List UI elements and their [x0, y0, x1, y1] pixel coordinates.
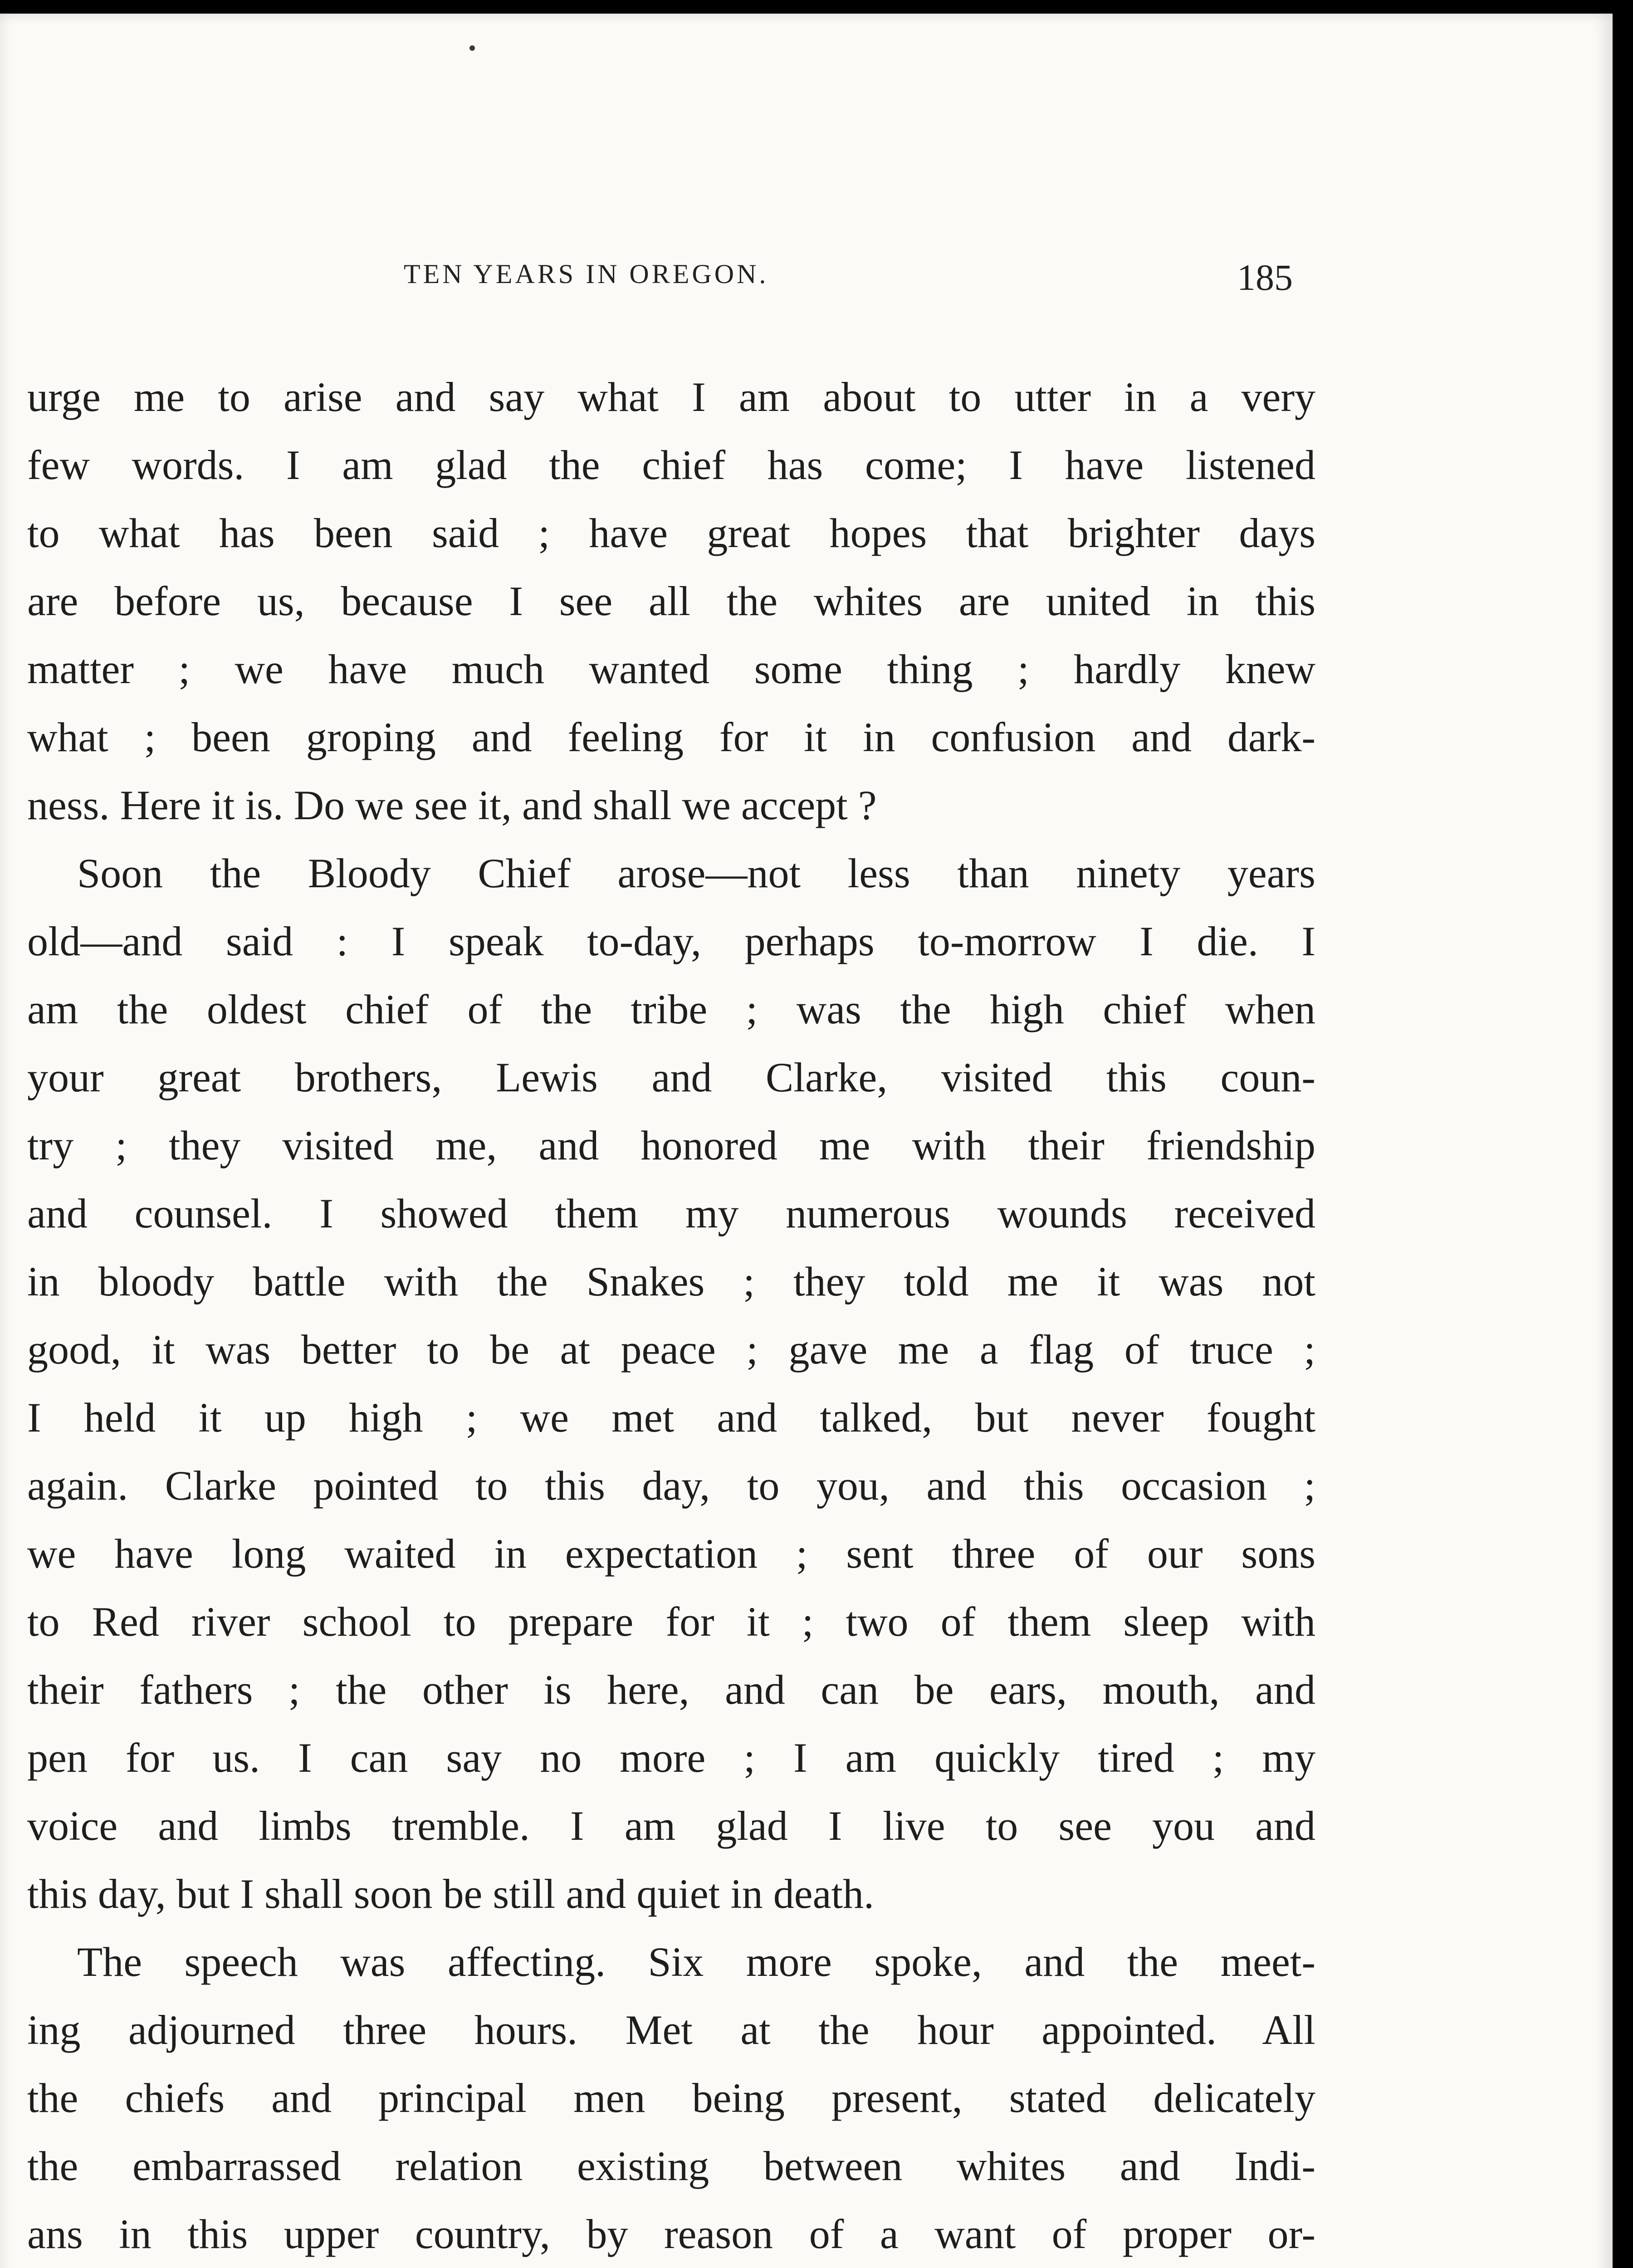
text-line: in bloody battle with the Snakes ; they told me it was not	[27, 1258, 1315, 1305]
running-head: TEN YEARS IN OREGON.	[404, 259, 769, 289]
text-line: the chiefs and principal men being present, stated delicately	[27, 2075, 1315, 2121]
text-line: the embarrassed relation existing between whites and Indi-	[27, 2143, 1315, 2189]
text-line: are before us, because I see all the whites are united in this	[27, 578, 1315, 624]
text-line: The speech was affecting. Six more spoke, and the meet-	[77, 1939, 1315, 1985]
text-line: your great brothers, Lewis and Clarke, visited this coun-	[27, 1054, 1315, 1100]
page-number: 185	[1237, 257, 1293, 298]
text-line: I held it up high ; we met and talked, but never fought	[27, 1394, 1315, 1441]
text-line: again. Clarke pointed to this day, to you, and this occasion ;	[27, 1462, 1315, 1509]
text-line: and counsel. I showed them my numerous wounds received	[27, 1190, 1315, 1237]
paragraph-3	[27, 1928, 1315, 2268]
text-line: old—and said : I speak to-day, perhaps to-morrow I die. I	[27, 918, 1315, 964]
ink-speck	[469, 45, 475, 51]
text-line: ans in this upper country, by reason of a want of proper or-	[27, 2211, 1315, 2257]
text-line: voice and limbs tremble. I am glad I live to see you and	[27, 1803, 1315, 1849]
text-line: ing adjourned three hours. Met at the hour appointed. All	[27, 2007, 1315, 2053]
text-line: matter ; we have much wanted some thing ; hardly knew	[27, 646, 1315, 692]
text-line: we have long waited in expectation ; sent three of our sons	[27, 1530, 1315, 1577]
text-line: what ; been groping and feeling for it in confusion and dark-	[27, 714, 1315, 760]
book-page	[0, 14, 1613, 2268]
text-line: good, it was better to be at peace ; gave me a flag of truce ;	[27, 1326, 1315, 1373]
paragraph-1	[27, 363, 1315, 839]
text-line: ness. Here it is. Do we see it, and shall we accept ?	[27, 782, 877, 828]
paragraph-2	[27, 839, 1315, 1928]
text-line: pen for us. I can say no more ; I am quickly tired ; my	[27, 1735, 1315, 1781]
text-line: to what has been said ; have great hopes that brighter days	[27, 510, 1315, 556]
text-line: this day, but I shall soon be still and quiet in death.	[27, 1871, 874, 1917]
text-line: Soon the Bloody Chief arose—not less than ninety years	[77, 850, 1315, 896]
text-line: urge me to arise and say what I am about to utter in a very	[27, 374, 1315, 420]
body-text	[27, 363, 1315, 2268]
text-line: to Red river school to prepare for it ; two of them sleep with	[27, 1598, 1315, 1645]
text-line: their fathers ; the other is here, and can be ears, mouth, and	[27, 1667, 1315, 1713]
text-line: try ; they visited me, and honored me with their friendship	[27, 1122, 1315, 1168]
text-line: few words. I am glad the chief has come; I have listened	[27, 442, 1315, 488]
text-line: am the oldest chief of the tribe ; was the high chief when	[27, 986, 1315, 1032]
